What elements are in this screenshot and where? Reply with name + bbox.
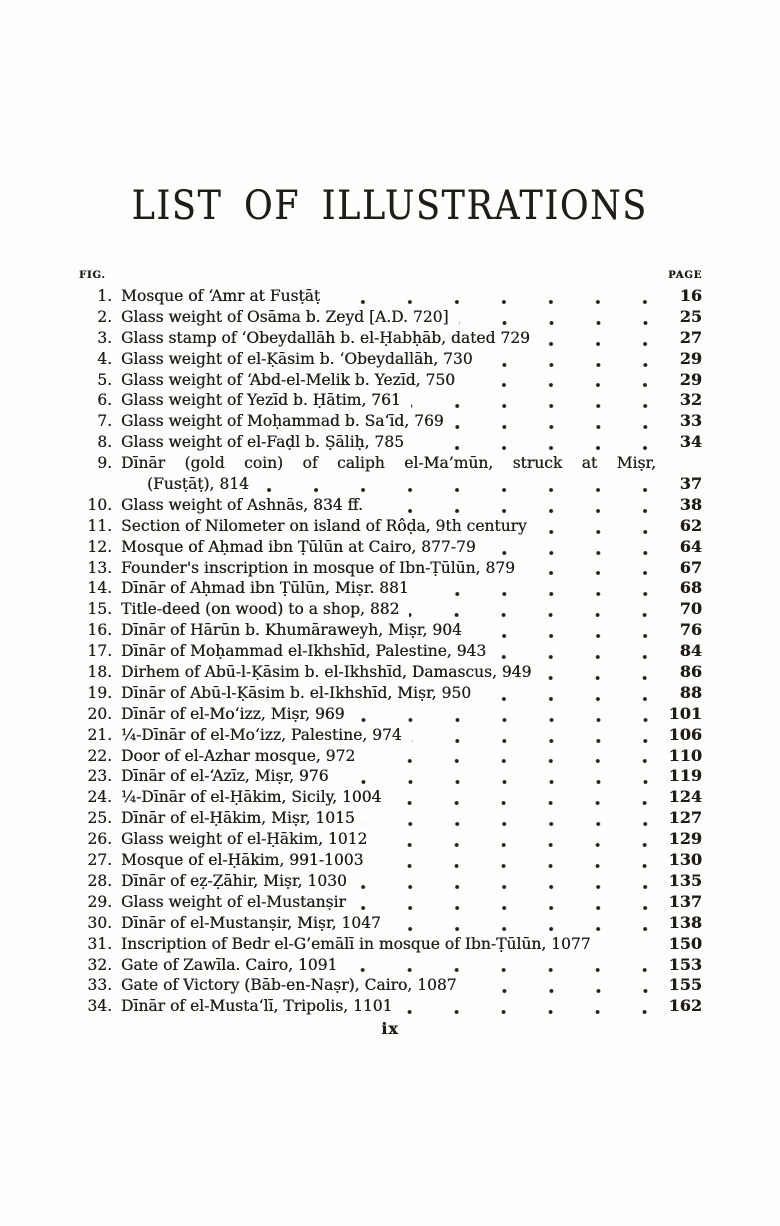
fig-number: 30. xyxy=(87,913,112,932)
fig-number: 1. xyxy=(97,287,112,305)
entry-title: Glass weight of Osāma b. Zeyd [A.D. 720] xyxy=(121,307,449,326)
dot-leader xyxy=(414,436,650,451)
entry-title: Mosque of Aḥmad ibn Ṭūlūn at Cairo, 877-79 xyxy=(121,537,476,556)
toc-row xyxy=(79,871,702,892)
entry-title: Mosque of ‘Amr at Fusṭāṭ xyxy=(121,287,321,305)
page-number: 67 xyxy=(679,557,702,577)
fig-number: 14. xyxy=(87,579,112,598)
page-number: 119 xyxy=(668,766,702,786)
page-number: 101 xyxy=(668,703,702,723)
page-number: 34 xyxy=(679,432,702,452)
toc-row xyxy=(79,704,702,725)
fig-number: 25. xyxy=(87,809,112,828)
entry-title: Glass weight of el-Mustanṣir xyxy=(121,892,346,911)
entry-title: Glass weight of el-Ḥākim, 1012 xyxy=(121,830,368,849)
page-number: 86 xyxy=(679,662,702,682)
page-number: 33 xyxy=(679,411,702,431)
toc-row xyxy=(79,537,702,558)
page-number: 124 xyxy=(668,787,702,807)
dot-leader xyxy=(373,854,650,869)
page-number: 16 xyxy=(679,286,702,305)
entry-title: Dīnār of el-‘Azīz, Miṣr, 976 xyxy=(121,767,329,786)
toc-row xyxy=(79,996,702,1017)
toc-row xyxy=(79,578,702,599)
page-number: 37 xyxy=(679,474,702,494)
toc-row xyxy=(79,453,702,474)
dot-leader xyxy=(481,687,650,702)
dot-leader xyxy=(347,958,650,973)
fig-number: 7. xyxy=(97,412,112,431)
page-number: 130 xyxy=(668,850,702,870)
toc-row xyxy=(79,746,702,767)
entry-title: ¼-Dīnār of el-Mo‘izz, Palestine, 974 xyxy=(121,725,402,744)
dot-leader xyxy=(454,415,650,430)
toc-row xyxy=(79,829,702,850)
toc-row xyxy=(79,955,702,976)
entry-title: Glass weight of ‘Abd-el-Melik b. Yezīd, 750 xyxy=(121,370,456,389)
entry-title: Dīnār of Abū-l-Ḳāsim b. el-Ikhshīd, Miṣr, 950 xyxy=(121,683,472,702)
dot-leader xyxy=(537,520,650,535)
entry-title: Glass weight of el-Ḳāsim b. ‘Obeydallāh, 730 xyxy=(121,349,473,368)
dot-leader xyxy=(365,749,650,764)
entry-title: Title-deed (on wood) to a shop, 882 xyxy=(121,600,400,619)
page-number: 70 xyxy=(679,599,702,619)
dot-leader xyxy=(601,938,650,953)
fig-number: 6. xyxy=(97,391,112,410)
fig-number: 20. xyxy=(87,704,112,723)
page-number: 155 xyxy=(668,975,702,995)
toc-row xyxy=(79,390,702,411)
dot-leader xyxy=(402,1000,650,1015)
dot-leader xyxy=(496,645,650,660)
entry-title: Section of Nilometer on island of Rôḍa, 9th century xyxy=(121,516,527,535)
illustrations-list-section xyxy=(79,269,702,1017)
dot-leader xyxy=(541,666,650,681)
toc-row xyxy=(79,286,702,307)
toc-row xyxy=(79,558,702,579)
fig-number: 22. xyxy=(87,746,112,765)
dot-leader xyxy=(365,812,650,827)
dot-leader xyxy=(483,353,650,368)
fig-number: 21. xyxy=(87,725,112,744)
fig-number: 4. xyxy=(97,349,112,368)
fig-number: 27. xyxy=(87,851,112,870)
fig-number: 24. xyxy=(87,788,112,807)
dot-leader xyxy=(355,708,650,723)
entry-title: Door of el-Azhar mosque, 972 xyxy=(121,746,356,765)
page-number: 162 xyxy=(668,996,702,1016)
page-number: 135 xyxy=(668,870,702,890)
entry-title: Dīnār of Aḥmad ibn Ṭūlūn, Miṣr. 881 xyxy=(121,579,409,598)
fig-number: 31. xyxy=(87,934,112,953)
toc-row xyxy=(79,683,702,704)
toc-row xyxy=(79,725,702,746)
page-number: 62 xyxy=(679,515,702,535)
page-number: 137 xyxy=(668,891,702,911)
fig-number: 3. xyxy=(97,328,112,347)
page-number: 138 xyxy=(668,912,702,932)
page-number: 38 xyxy=(679,494,702,514)
dot-leader xyxy=(419,582,650,597)
dot-leader xyxy=(459,311,651,326)
toc-row xyxy=(79,516,702,537)
entry-title: ¼-Dīnār of el-Ḥākim, Sicily, 1004 xyxy=(121,788,382,807)
toc-row xyxy=(79,349,702,370)
entry-title: Mosque of el-Ḥākim, 991-1003 xyxy=(121,851,364,870)
toc-row xyxy=(79,432,702,453)
fig-number: 34. xyxy=(87,997,112,1016)
toc-row xyxy=(79,662,702,683)
list-column-headers xyxy=(79,269,702,283)
fig-number: 33. xyxy=(87,976,112,995)
entry-title: Gate of Victory (Bāb-en-Naṣr), Cairo, 1087 xyxy=(121,976,457,995)
toc-row xyxy=(79,495,702,516)
footer-page-number: ix xyxy=(381,1019,399,1038)
page-number: 88 xyxy=(679,682,702,702)
entry-title: Inscription of Bedr el-G’emālī in mosque of Ibn-Ṭūlūn, 1077 xyxy=(121,934,591,953)
page-number: 32 xyxy=(679,390,702,410)
page-number: 64 xyxy=(679,536,702,556)
page-number: 76 xyxy=(679,620,702,640)
toc-row xyxy=(79,934,702,955)
dot-leader xyxy=(377,833,650,848)
fig-number: 15. xyxy=(87,600,112,619)
entry-title: Dirhem of Abū-l-Ḳāsim b. el-Ikhshīd, Damascus, 949 xyxy=(121,663,532,682)
toc-row xyxy=(79,766,702,787)
fig-number: 8. xyxy=(97,433,112,452)
dot-leader xyxy=(411,394,650,409)
fig-number: 19. xyxy=(87,683,112,702)
fig-column-header: FIG. xyxy=(79,270,106,281)
fig-number: 18. xyxy=(87,663,112,682)
toc-row xyxy=(79,913,702,934)
dot-leader xyxy=(339,770,650,785)
dot-leader xyxy=(486,541,650,556)
entry-title: Dīnār of el-Mo‘izz, Miṣr, 969 xyxy=(121,704,345,723)
toc-row xyxy=(79,620,702,641)
toc-row xyxy=(79,641,702,662)
fig-number: 9. xyxy=(97,454,112,473)
toc-list xyxy=(79,286,702,1017)
entry-title: Dīnār of Moḥammad el-Ikhshīd, Palestine, 943 xyxy=(121,642,487,661)
dot-leader xyxy=(465,373,650,388)
page-title-text: LIST OF ILLUSTRATIONS xyxy=(131,183,649,229)
page-column-header: PAGE xyxy=(668,270,702,281)
page-number: 129 xyxy=(668,829,702,849)
fig-number: 16. xyxy=(87,621,112,640)
page-number: 25 xyxy=(679,306,702,326)
page-title xyxy=(0,183,780,229)
toc-row xyxy=(79,975,702,996)
fig-number: 29. xyxy=(87,892,112,911)
fig-number: 10. xyxy=(87,495,112,514)
dot-leader xyxy=(373,499,650,514)
page-number: 84 xyxy=(679,641,702,661)
toc-row xyxy=(79,411,702,432)
dot-leader xyxy=(391,791,650,806)
fig-number: 13. xyxy=(87,558,112,577)
page-number: 106 xyxy=(668,724,702,744)
entry-title-continued: (Fusṭāṭ), 814 xyxy=(147,475,249,494)
entry-title: Dīnār of el-Musta‘lī, Tripolis, 1101 xyxy=(121,997,393,1016)
entry-title: Dīnār (gold coin) of caliph el-Ma’mūn, struck at Miṣr, xyxy=(121,454,656,473)
entry-title: Glass weight of Yezīd b. Ḥātim, 761 xyxy=(121,391,401,410)
toc-row xyxy=(79,328,702,349)
toc-row xyxy=(79,599,702,620)
page-number: 27 xyxy=(679,327,702,347)
toc-row xyxy=(79,850,702,871)
page-number: 110 xyxy=(668,745,702,765)
dot-leader xyxy=(540,332,650,347)
entry-title: Dīnār of eẓ-Ẓāhir, Miṣr, 1030 xyxy=(121,871,347,890)
entry-title: Glass stamp of ‘Obeydallāh b. el-Ḥabḥāb, dated 729 xyxy=(121,328,530,347)
fig-number: 5. xyxy=(97,370,112,389)
fig-number: 12. xyxy=(87,537,112,556)
entry-title: Founder's inscription in mosque of Ibn-Ṭūlūn, 879 xyxy=(121,558,515,577)
fig-number: 11. xyxy=(87,516,112,535)
dot-leader xyxy=(357,875,650,890)
entry-title: Glass weight of el-Faḍl b. Ṣāliḥ, 785 xyxy=(121,433,404,452)
toc-row xyxy=(79,370,702,391)
entry-title: Glass weight of Moḥammad b. Sa‘īd, 769 xyxy=(121,412,444,431)
page-number: 127 xyxy=(668,808,702,828)
fig-number: 23. xyxy=(87,767,112,786)
dot-leader xyxy=(409,603,650,618)
fig-number: 2. xyxy=(97,307,112,326)
toc-row xyxy=(79,808,702,829)
fig-number: 32. xyxy=(87,955,112,974)
entry-title: Dīnār of Hārūn b. Khumāraweyh, Miṣr, 904 xyxy=(121,621,462,640)
dot-leader xyxy=(330,290,650,305)
toc-row xyxy=(79,787,702,808)
page-number: 29 xyxy=(679,348,702,368)
entry-title: Dīnār of el-Ḥākim, Miṣr, 1015 xyxy=(121,809,355,828)
entry-title: Dīnār of el-Mustanṣir, Miṣr, 1047 xyxy=(121,913,381,932)
page-number: 153 xyxy=(668,954,702,974)
toc-row-continuation xyxy=(79,474,702,495)
page-number: 68 xyxy=(679,578,702,598)
dot-leader xyxy=(412,729,650,744)
dot-leader xyxy=(467,979,650,994)
dot-leader xyxy=(356,896,650,911)
fig-number: 26. xyxy=(87,830,112,849)
toc-row xyxy=(79,307,702,328)
dot-leader xyxy=(259,478,650,493)
entry-title: Gate of Zawīla. Cairo, 1091 xyxy=(121,955,338,974)
dot-leader xyxy=(391,917,650,932)
toc-row xyxy=(79,892,702,913)
dot-leader xyxy=(525,561,650,576)
dot-leader xyxy=(472,624,650,639)
entry-title: Glass weight of Ashnās, 834 ff. xyxy=(121,495,363,514)
fig-number: 17. xyxy=(87,642,112,661)
page-number: 150 xyxy=(668,933,702,953)
fig-number: 28. xyxy=(87,871,112,890)
page-number: 29 xyxy=(679,369,702,389)
